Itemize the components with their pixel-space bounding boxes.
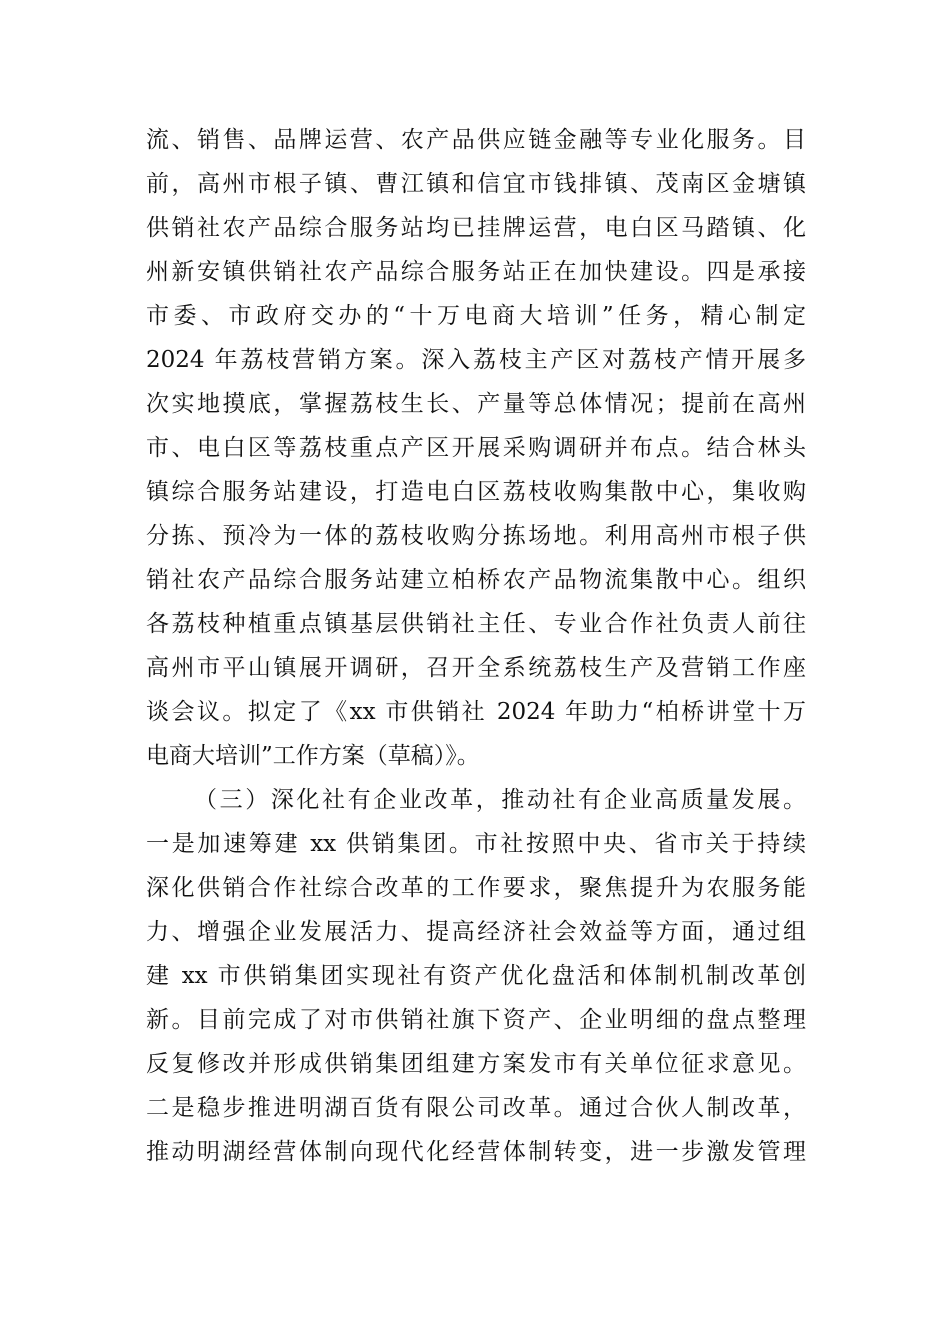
paragraph-line: 镇综合服务站建设，打造电白区荔枝收购集散中心，集收购 xyxy=(146,479,806,505)
paragraph-line: 一是加速筹建 xx 供销集团。市社按照中央、省市关于持续 xyxy=(146,831,806,857)
paragraph-line: 销社农产品综合服务站建立柏桥农产品物流集散中心。组织 xyxy=(146,567,806,593)
paragraph-line: 电商大培训”工作方案（草稿）》。 xyxy=(146,743,480,769)
paragraph-line: 力、增强企业发展活力、提高经济社会效益等方面，通过组 xyxy=(146,919,806,945)
paragraph-line: 深化供销合作社综合改革的工作要求，聚焦提升为农服务能 xyxy=(146,875,806,901)
paragraph-line: 二是稳步推进明湖百货有限公司改革。通过合伙人制改革， xyxy=(146,1095,806,1121)
paragraph-line: 各荔枝种植重点镇基层供销社主任、专业合作社负责人前往 xyxy=(146,611,806,637)
paragraph-line: 市委、市政府交办的“十万电商大培训”任务，精心制定 xyxy=(146,303,806,329)
paragraph-line: 分拣、预冷为一体的荔枝收购分拣场地。利用高州市根子供 xyxy=(146,523,806,549)
paragraph-line: 建 xx 市供销集团实现社有资产优化盘活和体制机制改革创 xyxy=(146,963,806,989)
paragraph-line: 推动明湖经营体制向现代化经营体制转变，进一步激发管理 xyxy=(146,1139,806,1165)
paragraph-line: 反复修改并形成供销集团组建方案发市有关单位征求意见。 xyxy=(146,1051,806,1077)
paragraph-line: 高州市平山镇展开调研，召开全系统荔枝生产及营销工作座 xyxy=(146,655,806,681)
paragraph-line: 市、电白区等荔枝重点产区开展采购调研并布点。结合林头 xyxy=(146,435,806,461)
paragraph-line: 州新安镇供销社农产品综合服务站正在加快建设。四是承接 xyxy=(146,259,806,285)
paragraph-line: 供销社农产品综合服务站均已挂牌运营，电白区马踏镇、化 xyxy=(146,215,806,241)
paragraph-line: 流、销售、品牌运营、农产品供应链金融等专业化服务。目 xyxy=(146,127,806,153)
section-heading: （三）深化社有企业改革，推动社有企业高质量发展。 xyxy=(194,787,806,813)
paragraph-line: 新。目前完成了对市供销社旗下资产、企业明细的盘点整理 xyxy=(146,1007,806,1033)
paragraph-line: 谈会议。拟定了《xx 市供销社 2024 年助力“柏桥讲堂十万 xyxy=(146,699,806,725)
paragraph-line: 2024 年荔枝营销方案。深入荔枝主产区对荔枝产情开展多 xyxy=(146,347,806,373)
paragraph-line: 次实地摸底，掌握荔枝生长、产量等总体情况；提前在高州 xyxy=(146,391,806,417)
paragraph-line: 前，高州市根子镇、曹江镇和信宜市钱排镇、茂南区金塘镇 xyxy=(146,171,806,197)
